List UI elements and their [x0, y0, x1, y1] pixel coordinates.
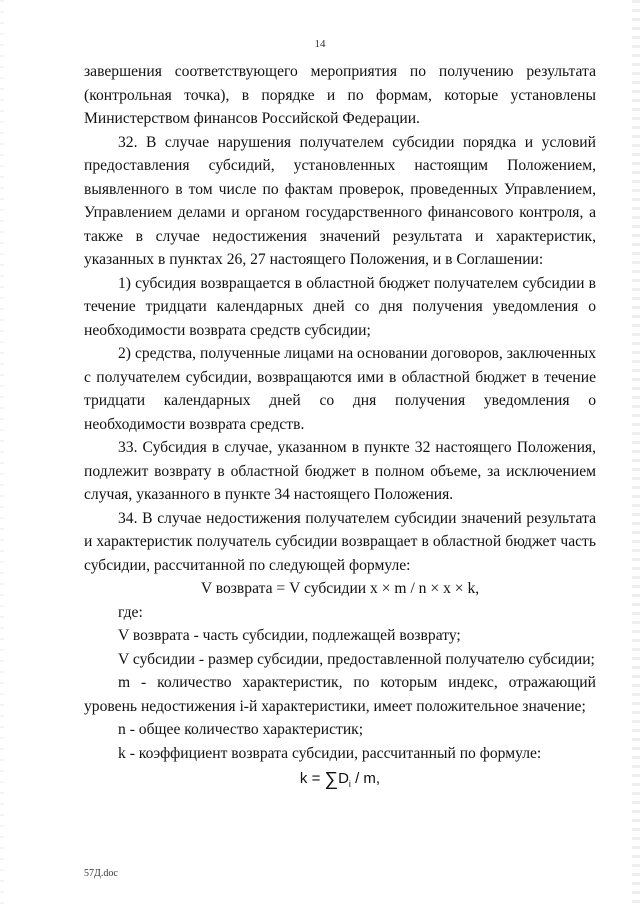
- scan-edge-left: [0, 0, 4, 905]
- definition-m: m - количество характеристик, по которым индекс, отражающий уровень недостижения i-й характеристики, имеет положительное значение;: [84, 674, 596, 715]
- page-number: 14: [314, 38, 326, 50]
- formula-k-rhs: / m,: [350, 770, 381, 787]
- paragraph-34: 34. В случае недостижения получателем субсидии значений результата и характеристик получатель субсидии возвращает в областной бюджет часть субсидии, рассчитанной по следующей формуле:: [84, 509, 596, 574]
- formula-k-lhs: k =: [299, 770, 321, 787]
- definition-v-return: V возврата - часть субсидии, подлежащей возврату;: [118, 627, 461, 644]
- document-body: [84, 60, 596, 812]
- paragraph-33: 33. Субсидия в случае, указанном в пункте 32 настоящего Положения, подлежит возврату в областной бюджет в полном объеме, за исключением случая, указанного в пункте 34 настоящего Положения.: [84, 439, 596, 503]
- paragraph-32-item-2: 2) средства, полученные лицами на основании договоров, заключенных с получателем субсидии, возвращаются ими в областной бюджет в течение тридцати календарных дней со дня получения уведомления о необходимости возврата средств.: [84, 345, 596, 433]
- formula-k-subscript: i: [348, 779, 351, 789]
- formula-return-amount: V возврата = V субсидии x × m / n × x × k,: [200, 580, 480, 597]
- paragraph-32: 32. В случае нарушения получателем субсидии порядка и условий предоставления субсидий, установленных настоящим Положением, выявленного в том числе по фактам проверок, проведенных Управлением, Управлением делами и органом государственного финансового контроля, а также в случае недостижения значений результата и характеристик, указанных в пунктах 26, 27 настоящего Положения, и в Соглашении:: [84, 133, 596, 268]
- definition-v-subsidy: V субсидии - размер субсидии, предоставленной получателю субсидии;: [118, 650, 595, 668]
- file-name-footer: 57Д.doc: [84, 868, 118, 879]
- formula-k: [84, 767, 596, 797]
- definition-k: k - коэффициент возврата субсидии, рассчитанный по формуле:: [118, 744, 542, 762]
- paragraph-continuation: завершения соответствующего мероприятия по получению результата (контрольная точка), в порядке и по формам, которые установлены Министерством финансов Российской Федерации.: [84, 63, 596, 127]
- scan-edge-right: [632, 0, 640, 905]
- where-label: где:: [118, 603, 143, 621]
- paragraph-32-item-1: 1) субсидия возвращается в областной бюджет получателем субсидии в течение тридцати календарных дней со дня получения уведомления о необходимости возврата средств субсидии;: [84, 274, 596, 339]
- sum-symbol: ∑: [324, 769, 339, 790]
- definition-n: n - общее количество характеристик;: [118, 721, 364, 738]
- formula-k-term: D: [338, 770, 349, 787]
